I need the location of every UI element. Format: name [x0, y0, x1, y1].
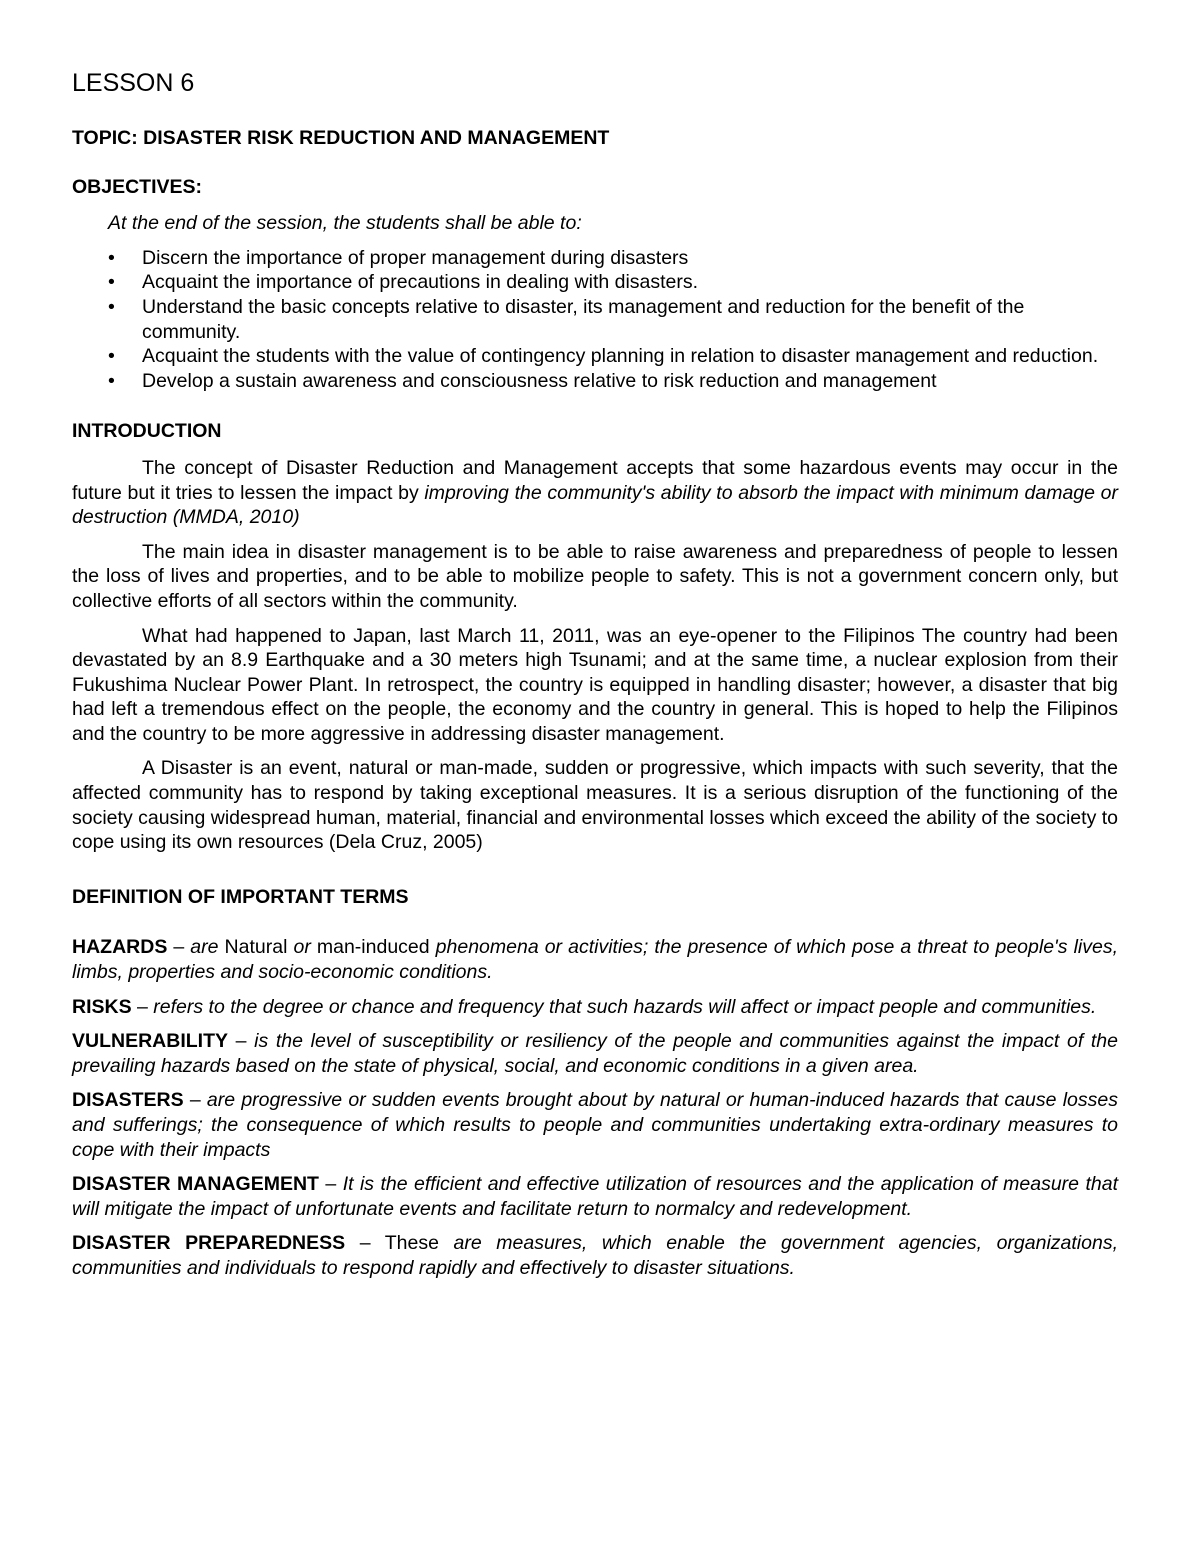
- objectives-list: [72, 246, 1118, 394]
- definition-disaster-preparedness: [72, 1231, 1118, 1280]
- definition-dash: –: [183, 1089, 207, 1112]
- bullet-icon: •: [108, 271, 115, 294]
- definition-disasters: [72, 1088, 1118, 1162]
- definition-text: It is the efficient and effective utilization of resources and the application of measure that will mitigate the impact of unfortunate events and facilitate return to normalcy and redevelopment.: [72, 1173, 1118, 1220]
- definition-text: phenomena or activities; the presence of which pose a threat to people's lives, limbs, properties and socio-economic conditions.: [72, 936, 1118, 984]
- objective-item: [72, 295, 1118, 344]
- objective-text: Understand the basic concepts relative to disaster, its management and reduction for the benefit of the community.: [142, 295, 1025, 343]
- definition-text: or: [293, 936, 311, 959]
- definition-text: is the level of susceptibility or resiliency of the people and communities against the impact of the prevailing hazards based on the state of physical, social, and economic conditions in a given area.: [72, 1030, 1118, 1077]
- definition-text: are: [190, 936, 219, 959]
- bullet-icon: •: [108, 246, 115, 269]
- definitions-heading: DEFINITION OF IMPORTANT TERMS: [72, 885, 409, 908]
- definition-vulnerability: [72, 1029, 1118, 1078]
- introduction-emphasis: improving the community's ability to absorb the impact with minimum damage or destruction (MMDA, 2010): [72, 481, 1118, 529]
- introduction-paragraph: What had happened to Japan, last March 11, 2011, was an eye-opener to the Filipinos The country had been devastated by an 8.9 Earthquake and a 30 meters high Tsunami; and at the same time, a nuclear explosion from their Fukushima Nuclear Power Plant. In retrospect, the country is equipped in handling disaster; however, a disaster that big had left a tremendous effect on the people, the economy and the country in general. This is hoped to help the Filipinos and the country to be more aggressive in addressing disaster management.: [72, 624, 1118, 745]
- introduction-text: The concept of Disaster Reduction and Management accepts that some hazardous events may occur in the future but it tries to lessen the impact by: [72, 456, 1118, 504]
- definition-text: man-induced: [310, 936, 436, 959]
- topic-heading: TOPIC: DISASTER RISK REDUCTION AND MANAGEMENT: [72, 127, 610, 149]
- definition-term: VULNERABILITY: [72, 1030, 228, 1053]
- definition-risks: [72, 995, 1118, 1020]
- definition-term: DISASTERS: [72, 1089, 184, 1112]
- introduction-paragraph: The main idea in disaster management is to be able to raise awareness and preparedness of people to lessen the loss of lives and properties, and to be able to mobilize people to safety. This is not a government concern only, but collective efforts of all sectors within the community.: [72, 540, 1118, 612]
- definition-hazards: [72, 935, 1118, 984]
- objectives-intro: At the end of the session, the students shall be able to:: [108, 212, 582, 235]
- bullet-icon: •: [108, 345, 115, 368]
- document-page: [72, 68, 1118, 1281]
- definition-disaster-management: [72, 1172, 1118, 1221]
- lesson-title: LESSON 6: [72, 69, 195, 97]
- definition-dash: –: [228, 1030, 255, 1053]
- objective-item: [72, 344, 1118, 369]
- objective-text: Develop a sustain awareness and consciousness relative to risk reduction and management: [142, 369, 937, 392]
- objective-text: Acquaint the students with the value of contingency planning in relation to disaster management and reduction.: [142, 345, 1099, 368]
- definition-dash: –: [318, 1173, 343, 1196]
- definition-text: are progressive or sudden events brought about by natural or human-induced hazards that cause losses and sufferings; the consequence of which results to people and communities undertaking extra-ordinary measures to cope with their impacts: [72, 1089, 1118, 1161]
- objective-item: [72, 270, 1118, 295]
- objective-item: [72, 369, 1118, 394]
- definition-dash: –: [345, 1232, 385, 1255]
- definition-text: Natural: [218, 936, 294, 959]
- definition-text: These: [384, 1232, 439, 1255]
- definition-term: DISASTER MANAGEMENT: [72, 1173, 319, 1196]
- objectives-heading: OBJECTIVES:: [72, 175, 203, 198]
- objective-text: Acquaint the importance of precautions in dealing with disasters.: [142, 271, 699, 294]
- definition-text: refers to the degree or chance and frequency that such hazards will affect or impact people and communities.: [153, 995, 1097, 1018]
- definition-term: RISKS: [72, 995, 132, 1018]
- bullet-icon: •: [108, 295, 115, 318]
- introduction-paragraph: [72, 456, 1118, 530]
- bullet-icon: •: [108, 369, 115, 392]
- definition-text: are measures, which enable the government agencies, organizations, communities and individuals to respond rapidly and effectively to disaster situations.: [72, 1232, 1118, 1279]
- introduction-heading: INTRODUCTION: [72, 420, 222, 443]
- definition-term: HAZARDS: [72, 936, 168, 959]
- objective-text: Discern the importance of proper management during disasters: [142, 246, 689, 269]
- introduction-paragraph: A Disaster is an event, natural or man-made, sudden or progressive, which impacts with such severity, that the affected community has to respond by taking exceptional measures. It is a serious disruption of the functioning of the society causing widespread human, material, financial and environmental losses which exceed the ability of the society to cope using its own resources (Dela Cruz, 2005): [72, 757, 1118, 854]
- definition-dash: –: [167, 936, 191, 959]
- objective-item: [72, 246, 1118, 271]
- definition-term: DISASTER PREPAREDNESS: [72, 1232, 346, 1255]
- definition-dash: –: [131, 995, 154, 1018]
